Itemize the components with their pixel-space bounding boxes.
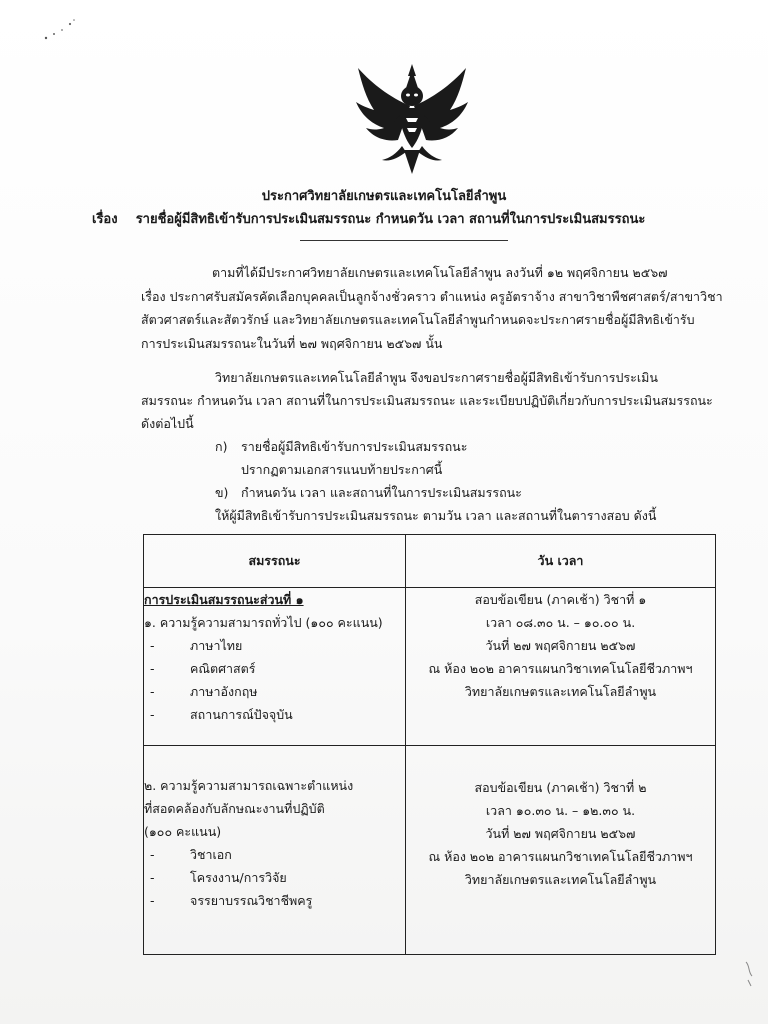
col-header-datetime: วัน เวลา xyxy=(406,535,716,588)
margin-mark xyxy=(742,958,756,988)
schedule-line: วันที่ ๒๗ พฤศจิกายน ๒๕๖๗ xyxy=(485,826,636,841)
schedule-cell-2 xyxy=(406,746,716,955)
subject-item: วิชาเอก xyxy=(190,847,232,862)
scan-specks xyxy=(40,16,80,46)
row2-heading-line: ที่สอดคล้องกับลักษณะงานที่ปฏิบัติ xyxy=(144,801,325,816)
subject-text: รายชื่อผู้มีสิทธิเข้ารับการประเมินสมรรถนะ กำหนดวัน เวลา สถานที่ในการประเมินสมรรถนะ xyxy=(135,212,646,227)
item-b-sub: ให้ผู้มีสิทธิเข้ารับการประเมินสมรรถนะ ตามวัน เวลา และสถานที่ในตารางสอบ ดังนี้ xyxy=(215,508,657,523)
schedule-line: เวลา ๐๘.๓๐ น. – ๑๐.๐๐ น. xyxy=(485,615,636,630)
para1-line-1: ตามที่ได้มีประกาศวิทยาลัยเกษตรและเทคโนโลยีลำพูน ลงวันที่ ๑๒ พฤศจิกายน ๒๕๖๗ xyxy=(212,265,668,280)
schedule-line: ณ ห้อง ๒๐๒ อาคารแผนกวิชาเทคโนโลยีชีวภาพฯ xyxy=(428,849,693,864)
subject-item: จรรยาบรรณวิชาชีพครู xyxy=(190,893,313,908)
garuda-emblem-icon xyxy=(352,58,472,176)
subject-item: ภาษาไทย xyxy=(190,638,243,653)
table-row xyxy=(144,588,716,746)
col-header-competency: สมรรถนะ xyxy=(144,535,406,588)
para2-line-2: สมรรถนะ กำหนดวัน เวลา สถานที่ในการประเมินสมรรถนะ และระเบียบปฏิบัติเกี่ยวกับการประเมินสมรรถนะ xyxy=(141,393,713,408)
schedule-line: ณ ห้อง ๒๐๒ อาคารแผนกวิชาเทคโนโลยีชีวภาพฯ xyxy=(428,661,693,676)
subject-item: โครงงาน/การวิจัย xyxy=(190,870,287,885)
competency-cell-2: ๒. ความรู้ความสามารถเฉพาะตำแหน่ง ที่สอดคล้องกับลักษณะงานที่ปฏิบัติ (๑๐๐ คะแนน) - วิชาเอก - โครงงาน/การวิจัย - จรรยาบรรณวิชาชีพครู xyxy=(144,746,406,955)
table-header-row xyxy=(144,535,716,588)
schedule-table xyxy=(143,534,716,955)
title-divider xyxy=(300,240,508,241)
para2-line-3: ดังต่อไปนี้ xyxy=(141,416,194,431)
table-row xyxy=(144,746,716,955)
row1-heading: ๑. ความรู้ความสามารถทั่วไป (๑๐๐ คะแนน) xyxy=(144,615,383,630)
competency-cell-1: การประเมินสมรรถนะส่วนที่ ๑ ๑. ความรู้ความสามารถทั่วไป (๑๐๐ คะแนน) - ภาษาไทย - คณิตศาสตร์ - ภาษาอังกฤษ - สถานการณ์ปัจจุบัน xyxy=(144,588,406,746)
subject-item: ภาษาอังกฤษ xyxy=(190,684,258,699)
subject-item: สถานการณ์ปัจจุบัน xyxy=(190,707,293,722)
item-a-sub: ปรากฏตามเอกสารแนบท้ายประกาศนี้ xyxy=(241,462,443,477)
row2-heading-line: (๑๐๐ คะแนน) xyxy=(144,824,222,839)
item-b-label: ข) xyxy=(215,485,229,500)
item-a-text: รายชื่อผู้มีสิทธิเข้ารับการประเมินสมรรถนะ xyxy=(241,439,468,454)
schedule-cell-1 xyxy=(406,588,716,746)
item-b-text: กำหนดวัน เวลา และสถานที่ในการประเมินสมรรถนะ xyxy=(241,485,522,500)
schedule-line: สอบข้อเขียน (ภาคเช้า) วิชาที่ ๑ xyxy=(474,592,647,607)
schedule-line: วิทยาลัยเกษตรและเทคโนโลยีลำพูน xyxy=(464,872,657,887)
subject-label: เรื่อง xyxy=(92,212,118,227)
para1-line-3: สัตวศาสตร์และสัตวรักษ์ และวิทยาลัยเกษตรและเทคโนโลยีลำพูนกำหนดจะประกาศรายชื่อผู้มีสิทธิเข้ารับ xyxy=(141,312,695,327)
subject-item: คณิตศาสตร์ xyxy=(190,661,256,676)
subject-line xyxy=(92,212,645,228)
announcement-title: ประกาศวิทยาลัยเกษตรและเทคโนโลยีลำพูน xyxy=(261,189,507,204)
schedule-line: เวลา ๑๐.๓๐ น. – ๑๒.๓๐ น. xyxy=(485,803,636,818)
schedule-line: วิทยาลัยเกษตรและเทคโนโลยีลำพูน xyxy=(464,684,657,699)
row2-heading-line: ๒. ความรู้ความสามารถเฉพาะตำแหน่ง xyxy=(144,778,354,793)
section-title: การประเมินสมรรถนะส่วนที่ ๑ xyxy=(144,592,304,607)
para1-line-2: เรื่อง ประกาศรับสมัครคัดเลือกบุคคลเป็นลูกจ้างชั่วคราว ตำแหน่ง ครูอัตราจ้าง สาขาวิชาพืชศาสตร์/สาขาวิชา xyxy=(141,289,723,304)
schedule-line: สอบข้อเขียน (ภาคเช้า) วิชาที่ ๒ xyxy=(474,780,647,795)
para2-line-1: วิทยาลัยเกษตรและเทคโนโลยีลำพูน จึงขอประกาศรายชื่อผู้มีสิทธิเข้ารับการประเมิน xyxy=(215,370,658,385)
item-a-label: ก) xyxy=(215,439,228,454)
schedule-line: วันที่ ๒๗ พฤศจิกายน ๒๕๖๗ xyxy=(485,638,636,653)
para1-line-4: การประเมินสมรรถนะในวันที่ ๒๗ พฤศจิกายน ๒๕๖๗ นั้น xyxy=(141,336,443,351)
